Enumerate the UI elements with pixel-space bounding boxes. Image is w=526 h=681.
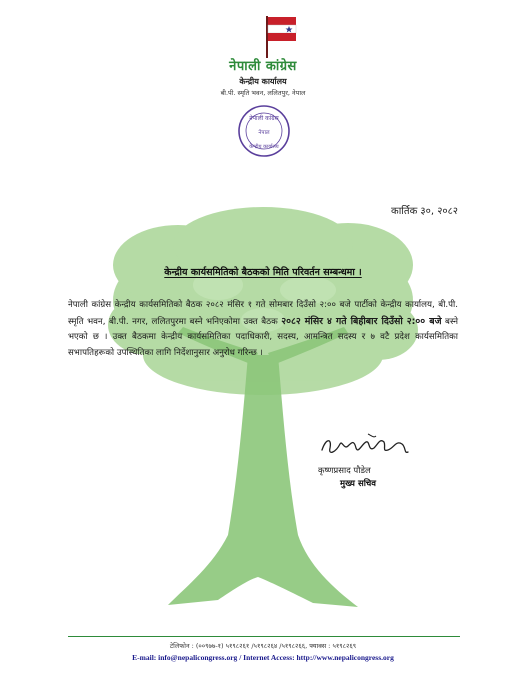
letter-body bbox=[68, 298, 458, 361]
letter-subject: केन्द्रीय कार्यसमितिको बैठकको मिति परिवर्तन सम्बन्धमा । bbox=[164, 267, 362, 278]
svg-text:नेपाल: नेपाल bbox=[258, 130, 270, 136]
footer-separator: / bbox=[239, 653, 242, 662]
letter-date: कार्तिक ३०, २०८२ bbox=[391, 206, 458, 217]
footer-divider bbox=[68, 636, 460, 637]
footer-web-label: Internet Access: bbox=[243, 653, 295, 662]
office-address: बी.पी. स्मृति भवन, ललितपुर, नेपाल bbox=[220, 89, 306, 97]
body-text-part2: बस्ने भएको छ । उक्त बैठकमा केन्द्रीय कार्यसमितिका पदाधिकारी, सदस्य, आमन्त्रित सदस्य र ७ वटै प्रदेश कार्यसमितिका सभापतिहरूको उपस्थितिका लागि निर्देशानुसार अनुरोध गरिन्छ । bbox=[68, 316, 459, 358]
svg-text:केन्द्रीय कार्यालय: केन्द्रीय कार्यालय bbox=[249, 144, 279, 150]
footer-contact bbox=[0, 653, 526, 662]
office-name: केन्द्रीय कार्यालय bbox=[239, 77, 287, 86]
official-seal-stamp bbox=[237, 104, 291, 158]
footer-website-link[interactable]: http://www.nepalicongress.org bbox=[296, 653, 394, 662]
party-flag-logo bbox=[263, 14, 303, 60]
svg-text:नेपाली कांग्रेस: नेपाली कांग्रेस bbox=[249, 115, 279, 122]
body-text-meeting-date: २०८२ मंसिर ४ गते बिहीबार दिउँसो २:०० बजे bbox=[281, 315, 442, 327]
signatory-name: कृष्णप्रसाद पौडेल bbox=[318, 466, 371, 476]
signatory-title: मुख्य सचिव bbox=[340, 479, 377, 489]
footer-phone: टेलिफोन : (००९७७-१) ५१९८२६१ /५१९८२६४ /५१९८२६६, फ्याक्स : ५१९८२६९ bbox=[169, 642, 357, 650]
body-text-part1: नेपाली कांग्रेस केन्द्रीय कार्यसमितिको बैठक २०८२ मंसिर १ गते सोमबार दिउँसो २:०० बजे पार्टीको केन्द्रीय कार्यालय, बी.पी. स्मृति भवन, बी.पी. नगर, ललितपुरमा बस्ने भनिएकोमा उक्त बैठक bbox=[68, 300, 458, 327]
footer-email-label: E-mail: bbox=[132, 653, 157, 662]
footer-email-link[interactable]: info@nepalicongress.org bbox=[158, 653, 238, 662]
org-name: नेपाली कांग्रेस bbox=[229, 59, 297, 74]
handwritten-signature bbox=[318, 430, 410, 460]
